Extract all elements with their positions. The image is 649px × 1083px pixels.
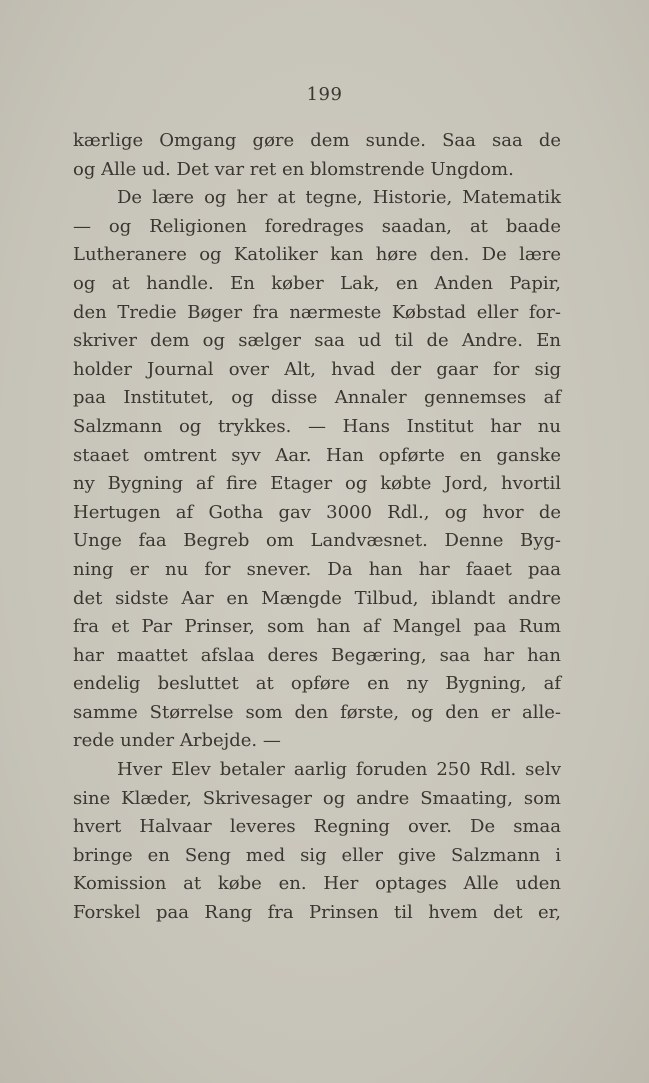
text-line: fra et Par Prinser, som han af Mangel paa Rum <box>73 616 561 638</box>
text-line: endelig besluttet at opføre en ny Bygning, af <box>73 673 561 695</box>
text-line: hvert Halvaar leveres Regning over. De smaa <box>73 816 561 838</box>
text-line: Unge faa Begreb om Landvæsnet. Denne Byg- <box>73 530 561 552</box>
text-line: samme Størrelse som den første, og den er alle- <box>73 701 561 723</box>
text-line: Hertugen af Gotha gav 3000 Rdl., og hvor de <box>73 501 561 523</box>
text-line: staaet omtrent syv Aar. Han opførte en ganske <box>73 444 561 466</box>
text-line: Forskel paa Rang fra Prinsen til hvem det er, <box>73 902 561 924</box>
text-line: De lære og her at tegne, Historie, Matematik <box>117 187 561 209</box>
page-number: 199 <box>306 84 343 105</box>
text-line: det sidste Aar en Mængde Tilbud, iblandt andre <box>73 587 561 609</box>
text-line: holder Journal over Alt, hvad der gaar for sig <box>73 358 561 380</box>
text-line: ning er nu for snever. Da han har faaet paa <box>73 558 561 580</box>
text-line: har maattet afslaa deres Begæring, saa har han <box>73 644 561 666</box>
text-line: Komission at købe en. Her optages Alle uden <box>73 873 561 895</box>
body-text <box>73 127 561 928</box>
text-line: paa Institutet, og disse Annaler gennemses af <box>73 387 561 409</box>
text-line: ny Bygning af fire Etager og købte Jord, hvortil <box>73 473 561 495</box>
text-line: kærlige Omgang gøre dem sunde. Saa saa de <box>73 130 561 151</box>
text-line: skriver dem og sælger saa ud til de Andre. En <box>73 330 561 352</box>
text-line: bringe en Seng med sig eller give Salzmann i <box>73 844 561 866</box>
text-line: Salzmann og trykkes. — Hans Institut har nu <box>73 415 561 437</box>
text-line: og at handle. En køber Lak, en Anden Papir, <box>73 272 561 294</box>
text-line: — og Religionen foredrages saadan, at baade <box>73 215 561 237</box>
text-line: Lutheranere og Katoliker kan høre den. De lære <box>73 244 561 266</box>
text-line: og Alle ud. Det var ret en blomstrende Ungdom. <box>73 158 514 180</box>
text-line: rede under Arbejde. — <box>73 730 281 752</box>
text-line: sine Klæder, Skrivesager og andre Smaating, som <box>73 787 561 809</box>
text-line: den Tredie Bøger fra nærmeste Købstad eller for- <box>73 301 561 323</box>
text-line: Hver Elev betaler aarlig foruden 250 Rdl. selv <box>117 759 561 781</box>
